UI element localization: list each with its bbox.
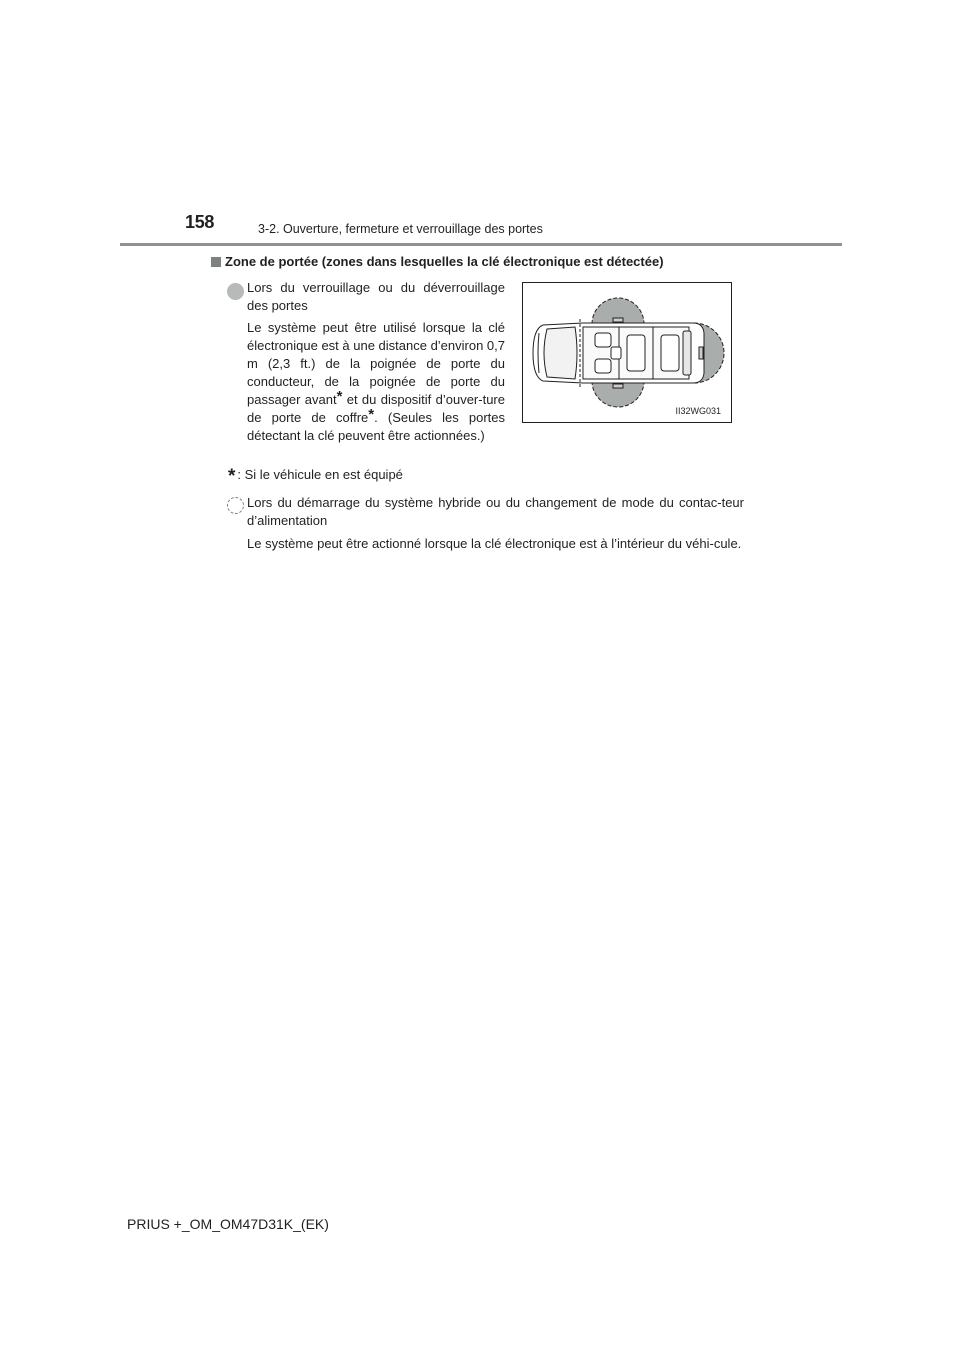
header-rule: [120, 243, 842, 246]
footnote-text: : Si le véhicule en est équipé: [237, 467, 403, 482]
square-bullet-icon: [211, 257, 221, 267]
asterisk-marker: *: [368, 406, 375, 423]
footnote: [228, 466, 403, 488]
figure-code: II32WG031: [675, 406, 721, 416]
item1-body-part2: et du dispositif d’ouver-ture de porte de coffre: [247, 392, 505, 425]
document-id: PRIUS +_OM_OM47D31K_(EK): [127, 1216, 329, 1232]
item1-title: Lors du verrouillage ou du déverrouillage des portes: [247, 280, 505, 313]
section-heading: [211, 254, 664, 269]
section-title: 3-2. Ouverture, fermeture et verrouillage des portes: [258, 222, 543, 236]
dashed-circle-icon: [227, 497, 244, 514]
car-body: [533, 318, 704, 388]
item2-title: Lors du démarrage du système hybride ou du changement de mode du contac-teur d’alimentation: [247, 495, 744, 528]
range-figure: [522, 282, 732, 423]
car-range-illustration: [523, 283, 731, 422]
item1-body-part1: Le système peut être utilisé lorsque la clé électronique est à une distance d’environ 0,7 m (2,3 ft.) de la poignée de porte du conducteur, de la poignée de porte du passager avant: [247, 320, 506, 407]
filled-circle-icon: [227, 283, 244, 300]
section-heading-text: Zone de portée (zones dans lesquelles la clé électronique est détectée): [225, 254, 664, 269]
item1-body: [247, 319, 505, 445]
item2-body: Le système peut être actionné lorsque la clé électronique est à l’intérieur du véhi-cule.: [247, 536, 742, 551]
asterisk-marker: *: [336, 388, 343, 405]
footnote-star: *: [228, 466, 236, 487]
item1-body-part3: . (Seules les portes détectant la clé peuvent être actionnées.): [247, 410, 505, 443]
page-number: 158: [185, 212, 215, 232]
